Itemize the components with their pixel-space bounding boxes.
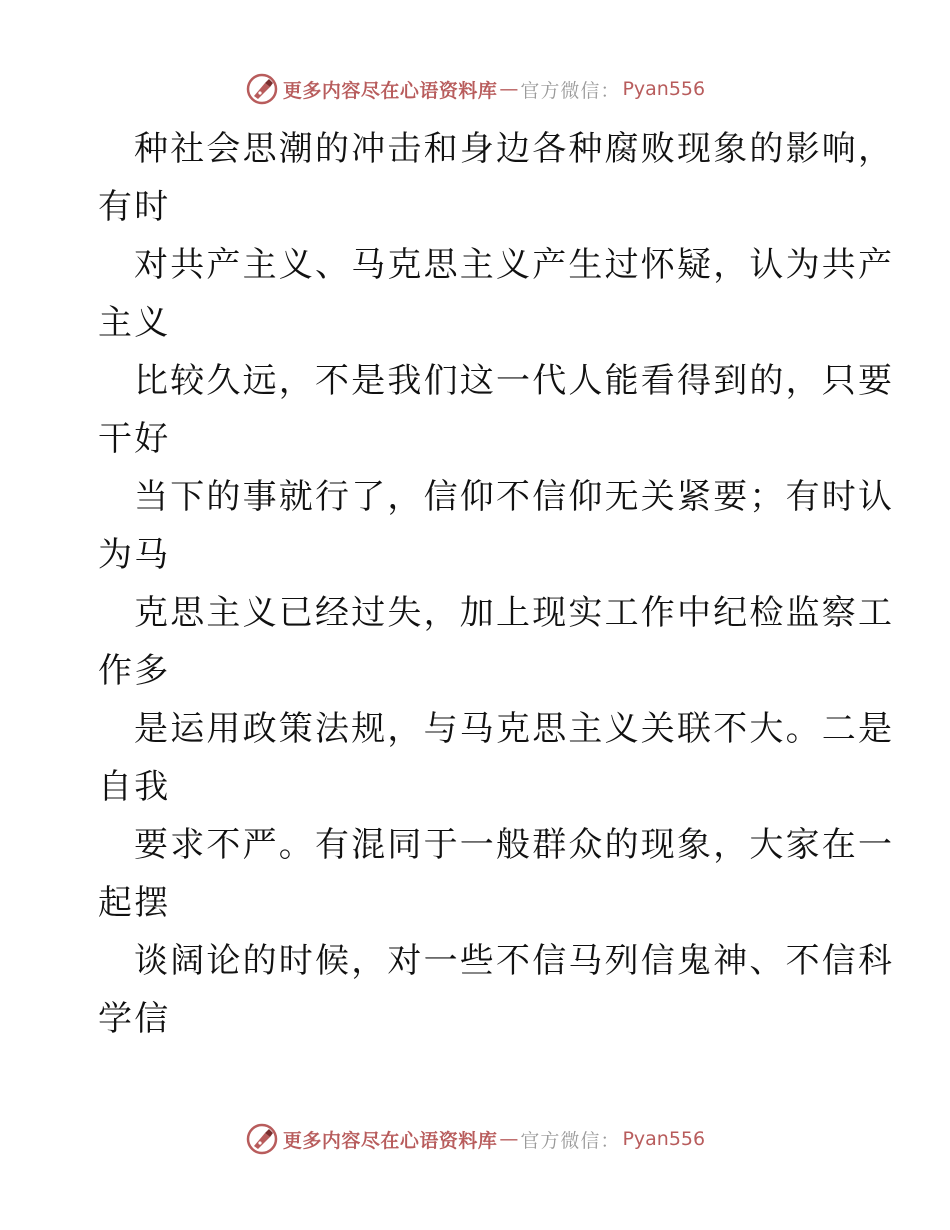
text-line: 克思主义已经过失，加上现实工作中纪检监察工 [134, 593, 895, 633]
pen-nib-circle-icon [245, 72, 279, 106]
text-line: 自我 [98, 767, 171, 807]
text-line: 比较久远，不是我们这一代人能看得到的，只要 [134, 361, 895, 401]
text-line: 学信 [98, 999, 171, 1039]
text-line: 干好 [98, 419, 171, 459]
text-line: 要求不严。有混同于一般群众的现象，大家在一 [134, 825, 895, 865]
text-line: 有时 [98, 187, 171, 227]
watermark-dash: — [499, 1128, 519, 1150]
watermark-official-text: 官方微信： [520, 79, 621, 102]
text-line: 谈阔论的时候，对一些不信马列信鬼神、不信科 [134, 941, 895, 981]
watermark-id-text: Pyan556 [622, 78, 706, 100]
watermark-id-text: Pyan556 [622, 1128, 706, 1150]
text-line: 当下的事就行了，信仰不信仰无关紧要；有时认 [134, 477, 895, 517]
watermark-official-text: 官方微信： [520, 1129, 621, 1152]
footer-watermark [0, 1122, 950, 1156]
watermark-dash: — [499, 78, 519, 100]
text-line: 起摆 [98, 883, 171, 923]
watermark-brand-text: 更多内容尽在心语资料库 [282, 79, 498, 102]
text-line: 种社会思潮的冲击和身边各种腐败现象的影响， [134, 129, 895, 169]
text-line: 主义 [98, 303, 171, 343]
pen-nib-circle-icon [245, 1122, 279, 1156]
document-body [98, 120, 895, 1048]
text-line: 作多 [98, 651, 171, 691]
text-line: 为马 [98, 535, 171, 575]
watermark-brand-text: 更多内容尽在心语资料库 [282, 1129, 498, 1152]
text-line: 对共产主义、马克思主义产生过怀疑，认为共产 [134, 245, 895, 285]
header-watermark [0, 72, 950, 106]
text-line: 是运用政策法规，与马克思主义关联不大。二是 [134, 709, 895, 749]
